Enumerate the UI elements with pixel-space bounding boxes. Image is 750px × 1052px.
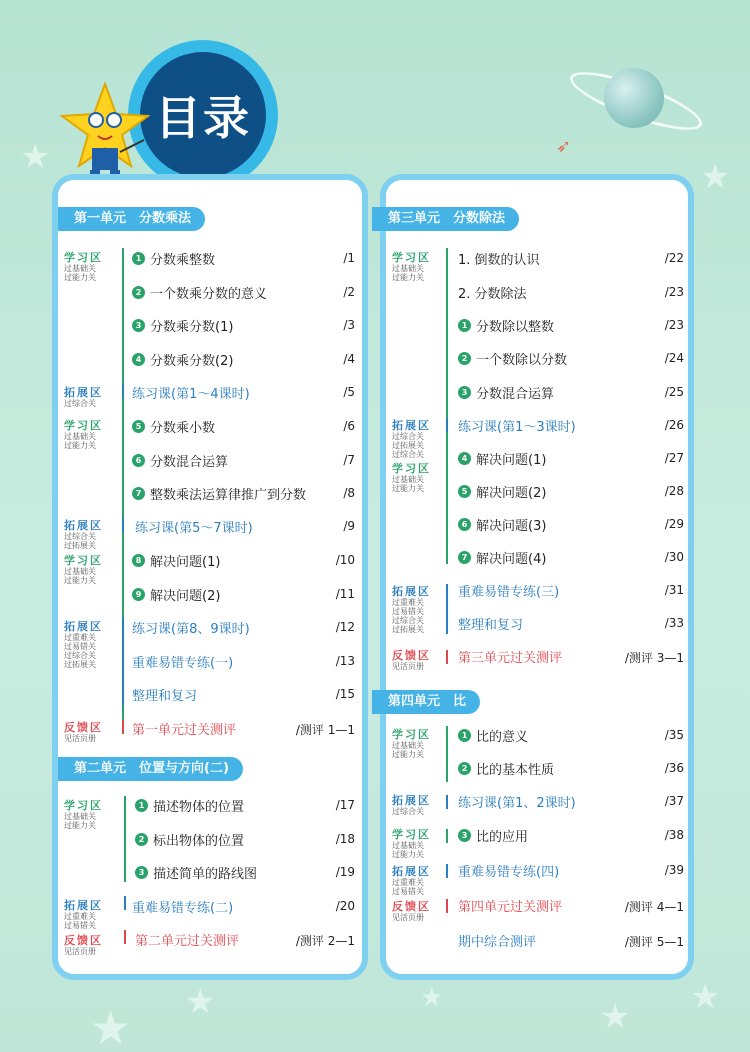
page-number: /测评 1—1 [295, 723, 355, 737]
toc-entry[interactable]: 2. 分数除法 [458, 286, 527, 302]
page-number: /9 [343, 519, 355, 533]
page-number: /18 [335, 832, 355, 846]
page-number: /22 [664, 251, 684, 265]
page-number: /测评 4—1 [624, 900, 684, 914]
toc-entry-test[interactable]: 第四单元过关测评 [458, 899, 563, 915]
zone-extend: 拓展区 过重难关 过易错关 [64, 899, 103, 930]
page-number: /29 [664, 517, 684, 531]
toc-entry-midterm[interactable]: 期中综合测评 [458, 934, 537, 950]
toc-entry[interactable]: 5 分数乘小数 [132, 415, 215, 437]
zone-feedback: 反馈区 见活页册 [64, 934, 103, 956]
planet-icon [604, 68, 664, 128]
page-title: 目录 [155, 91, 251, 145]
page-number: /5 [343, 385, 355, 399]
zone-extend: 拓展区 过综合关 [392, 794, 431, 816]
toc-entry-test[interactable]: 第三单元过关测评 [458, 650, 563, 666]
zone-extend: 拓展区 过重难关 过易错关 [392, 865, 431, 896]
toc-entry[interactable]: 1 分数乘整数 [132, 247, 215, 269]
toc-entry-practice[interactable]: 练习课(第1～4课时) [132, 386, 250, 402]
zone-study: 学习区 过基础关 过能力关 [392, 462, 431, 493]
zone-extend: 拓展区 过综合关 过拓展关 过综合关 [392, 419, 431, 459]
timeline [124, 796, 126, 882]
page-number: /6 [343, 419, 355, 433]
page-number: /15 [335, 687, 355, 701]
page-number: /1 [343, 251, 355, 265]
page-number: /20 [335, 899, 355, 913]
rocket-icon: ➶ [556, 136, 572, 157]
page-number: /17 [335, 798, 355, 812]
timeline-ext [124, 896, 126, 910]
toc-entry-test[interactable]: 第一单元过关测评 [132, 722, 237, 738]
zone-study: 学习区 过基础关 过能力关 [392, 251, 431, 282]
page-number: /10 [335, 553, 355, 567]
zone-feedback: 反馈区 见活页册 [392, 900, 431, 922]
page-number: /19 [335, 865, 355, 879]
page-number: /33 [664, 616, 684, 630]
zone-feedback: 反馈区 见活页册 [64, 721, 103, 743]
toc-entry[interactable]: 4 分数乘分数(2) [132, 348, 233, 370]
toc-entry-drill[interactable]: 重难易错专练(四) [458, 864, 560, 880]
toc-entry[interactable]: 9 解决问题(2) [132, 583, 220, 605]
page-number: /23 [664, 285, 684, 299]
toc-entry-practice[interactable]: 练习课(第1、2课时) [458, 795, 576, 811]
page-number: /8 [343, 486, 355, 500]
timeline-ext [122, 518, 124, 532]
toc-entry-drill[interactable]: 重难易错专练(二) [132, 900, 234, 916]
toc-entry[interactable]: 1 描述物体的位置 [135, 794, 244, 816]
zone-study: 学习区 过基础关 过能力关 [392, 728, 431, 759]
page-number: /23 [664, 318, 684, 332]
background-star: ★ [600, 997, 631, 1037]
toc-entry-practice[interactable]: 练习课(第8、9课时) [132, 621, 250, 637]
timeline-ext [122, 384, 124, 398]
zone-extend: 拓展区 过重难关 过易错关 过综合关 过拓展关 [392, 585, 431, 634]
page-number: /11 [335, 587, 355, 601]
background-star: ★ [20, 137, 51, 177]
page-number: /36 [664, 761, 684, 775]
page-number: /30 [664, 550, 684, 564]
toc-entry-drill[interactable]: 重难易错专练(一) [132, 655, 234, 671]
toc-entry[interactable]: 2 一个数除以分数 [458, 347, 567, 369]
unit-2-header: 第二单元 位置与方向(二) [58, 757, 243, 781]
background-star: ★ [420, 983, 444, 1013]
unit-4-header: 第四单元 比 [372, 690, 480, 714]
background-star: ★ [690, 977, 721, 1017]
page-number: /37 [664, 794, 684, 808]
timeline [446, 248, 448, 564]
page-number: /31 [664, 583, 684, 597]
toc-entry[interactable]: 1 比的意义 [458, 724, 528, 746]
page-number: /26 [664, 418, 684, 432]
zone-study: 学习区 过基础关 过能力关 [64, 799, 103, 830]
toc-entry[interactable]: 3 分数混合运算 [458, 381, 554, 403]
timeline-fb [124, 930, 126, 944]
toc-entry[interactable]: 2 标出物体的位置 [135, 828, 244, 850]
zone-extend: 拓展区 过重难关 过易错关 过综合关 过拓展关 [64, 620, 103, 669]
page-number: /2 [343, 285, 355, 299]
timeline-ext [122, 618, 124, 706]
zone-study: 学习区 过基础关 过能力关 [64, 419, 103, 450]
background-star: ★ [90, 1001, 132, 1052]
toc-entry[interactable]: 3 比的应用 [458, 824, 528, 846]
toc-entry[interactable]: 2 比的基本性质 [458, 757, 554, 779]
toc-entry[interactable]: 6 分数混合运算 [132, 449, 228, 471]
page-number: /测评 2—1 [295, 934, 355, 948]
page-number: /35 [664, 728, 684, 742]
unit-1-header: 第一单元 分数乘法 [58, 207, 205, 231]
unit-3-header: 第三单元 分数除法 [372, 207, 519, 231]
zone-study: 学习区 过基础关 过能力关 [392, 828, 431, 859]
toc-entry[interactable]: 4 解决问题(1) [458, 447, 546, 469]
toc-entry-practice[interactable]: 练习课(第1～3课时) [458, 419, 576, 435]
zone-study: 学习区 过基础关 过能力关 [64, 251, 103, 282]
title-badge [140, 52, 266, 178]
page-number: /24 [664, 351, 684, 365]
page-number: /27 [664, 451, 684, 465]
background-star: ★ [700, 157, 731, 197]
page-number: /测评 5—1 [624, 935, 684, 949]
toc-entry[interactable]: 8 解决问题(1) [132, 549, 220, 571]
toc-entry-drill[interactable]: 重难易错专练(三) [458, 584, 560, 600]
toc-entry[interactable]: 2 一个数乘分数的意义 [132, 281, 267, 303]
timeline-fb [122, 720, 124, 734]
page-number: /7 [343, 453, 355, 467]
page-number: /测评 3—1 [624, 651, 684, 665]
page-number: /25 [664, 385, 684, 399]
toc-entry[interactable]: 7 解决问题(4) [458, 546, 546, 568]
toc-entry-review[interactable]: 整理和复习 [132, 688, 198, 704]
zone-feedback: 反馈区 见活页册 [392, 649, 431, 671]
toc-entry[interactable]: 3 分数乘分数(1) [132, 314, 233, 336]
toc-entry-test[interactable]: 第二单元过关测评 [135, 933, 240, 949]
toc-entry[interactable]: 5 解决问题(2) [458, 480, 546, 502]
toc-entry[interactable]: 3 描述简单的路线图 [135, 861, 257, 883]
page-number: /28 [664, 484, 684, 498]
toc-entry[interactable]: 1. 倒数的认识 [458, 252, 540, 268]
page-number: /38 [664, 828, 684, 842]
page-number: /12 [335, 620, 355, 634]
page-number: /4 [343, 352, 355, 366]
toc-entry[interactable]: 1 分数除以整数 [458, 314, 554, 336]
page-number: /39 [664, 863, 684, 877]
toc-entry-review[interactable]: 整理和复习 [458, 617, 524, 633]
page-number: /13 [335, 654, 355, 668]
zone-study: 学习区 过基础关 过能力关 [64, 554, 103, 585]
page-number: /3 [343, 318, 355, 332]
zone-extend: 拓展区 过综合关 [64, 386, 103, 408]
toc-entry[interactable]: 6 解决问题(3) [458, 513, 546, 535]
toc-entry-practice[interactable]: 练习课(第5～7课时) [135, 520, 253, 536]
toc-entry[interactable]: 7 整数乘法运算律推广到分数 [132, 482, 306, 504]
zone-extend: 拓展区 过综合关 过拓展关 [64, 519, 103, 550]
background-star: ★ [185, 982, 216, 1022]
